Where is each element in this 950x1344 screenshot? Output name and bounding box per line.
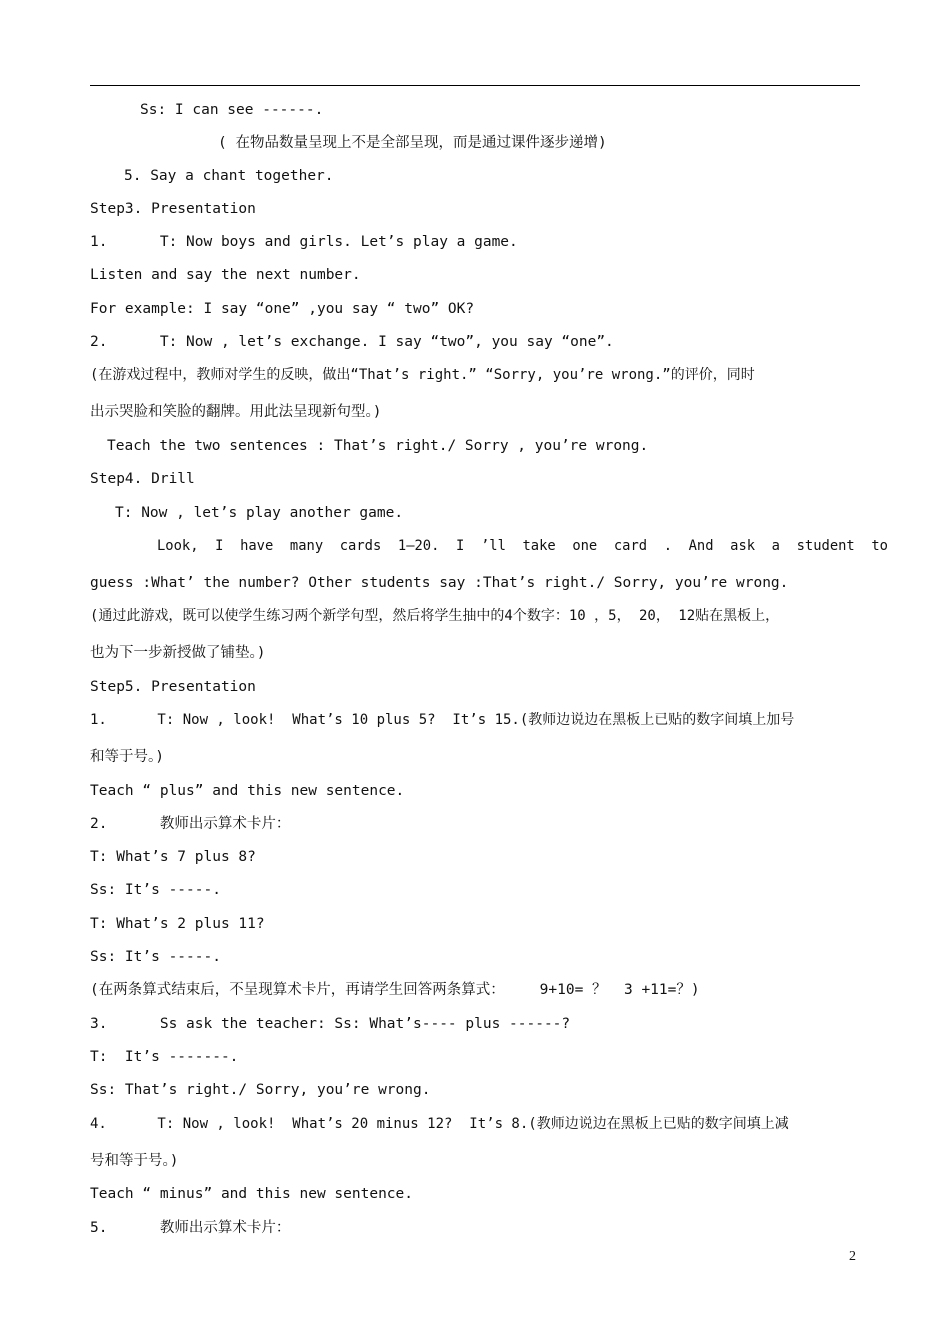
text-line: 5. Say a chant together.: [124, 168, 334, 184]
text-line: (通过此游戏，既可以使学生练习两个新学句型，然后将学生抽中的4个数字：10 ，5， 20， 12贴在黑板上，: [90, 608, 780, 624]
text-line: Ss: It’s -----.: [90, 882, 221, 898]
text-line: 1. T: Now boys and girls. Let’s play a game.: [90, 234, 518, 250]
text-line: Teach “ plus” and this new sentence.: [90, 783, 405, 799]
text-line: Ss: That’s right./ Sorry, you’re wrong.: [90, 1082, 431, 1098]
text-line: 2. 教师出示算术卡片：: [90, 816, 291, 832]
text-line: Step5. Presentation: [90, 679, 256, 695]
text-line: 号和等于号。): [90, 1153, 179, 1169]
text-line: Look, I have many cards 1—20. I ’ll take one card . And ask a student to: [157, 538, 888, 554]
text-line: Ss: It’s -----.: [90, 949, 221, 965]
text-line: Step4. Drill: [90, 471, 195, 487]
text-line: 4. T: Now , look! What’s 20 minus 12? It’s 8.(教师边说边在黑板上已贴的数字间填上减: [90, 1116, 789, 1132]
text-line: 和等于号。): [90, 749, 164, 765]
text-line: Teach the two sentences : That’s right./ Sorry , you’re wrong.: [107, 438, 649, 454]
text-line: ( 在物品数量呈现上不是全部呈现，而是通过课件逐步递增): [218, 135, 607, 151]
text-line: 3. Ss ask the teacher: Ss: What’s---- plus ------?: [90, 1016, 571, 1032]
text-line: (在游戏过程中，教师对学生的反映，做出“That’s right.” “Sorry, you’re wrong.”的评价，同时: [90, 367, 755, 383]
text-line: 也为下一步新授做了铺垫。): [90, 645, 266, 661]
text-line: T: Now , let’s play another game.: [115, 505, 404, 521]
text-line: Teach “ minus” and this new sentence.: [90, 1186, 414, 1202]
text-line: T: What’s 2 plus 11?: [90, 916, 265, 932]
text-line: 1. T: Now , look! What’s 10 plus 5? It’s 15.(教师边说边在黑板上已贴的数字间填上加号: [90, 712, 795, 728]
text-line: For example: I say “one” ,you say “ two” OK?: [90, 301, 475, 317]
text-line: (在两条算式结束后，不呈现算术卡片，再请学生回答两条算式： 9+10= ？ 3 +11=？): [90, 982, 700, 998]
header-rule: [90, 85, 860, 86]
text-line: 出示哭脸和笑脸的翻牌。用此法呈现新句型。): [90, 404, 382, 420]
text-line: Listen and say the next number.: [90, 267, 361, 283]
text-line: 5. 教师出示算术卡片：: [90, 1220, 291, 1236]
text-line: Step3. Presentation: [90, 201, 256, 217]
text-line: T: What’s 7 plus 8?: [90, 849, 256, 865]
text-line: 2. T: Now , let’s exchange. I say “two”, you say “one”.: [90, 334, 614, 350]
page-number: 2: [849, 1249, 856, 1264]
text-line: guess :What’ the number? Other students say :That’s right./ Sorry, you’re wrong.: [90, 575, 789, 591]
text-line: T: It’s -------.: [90, 1049, 239, 1065]
text-line: Ss: I can see ------.: [140, 102, 324, 118]
